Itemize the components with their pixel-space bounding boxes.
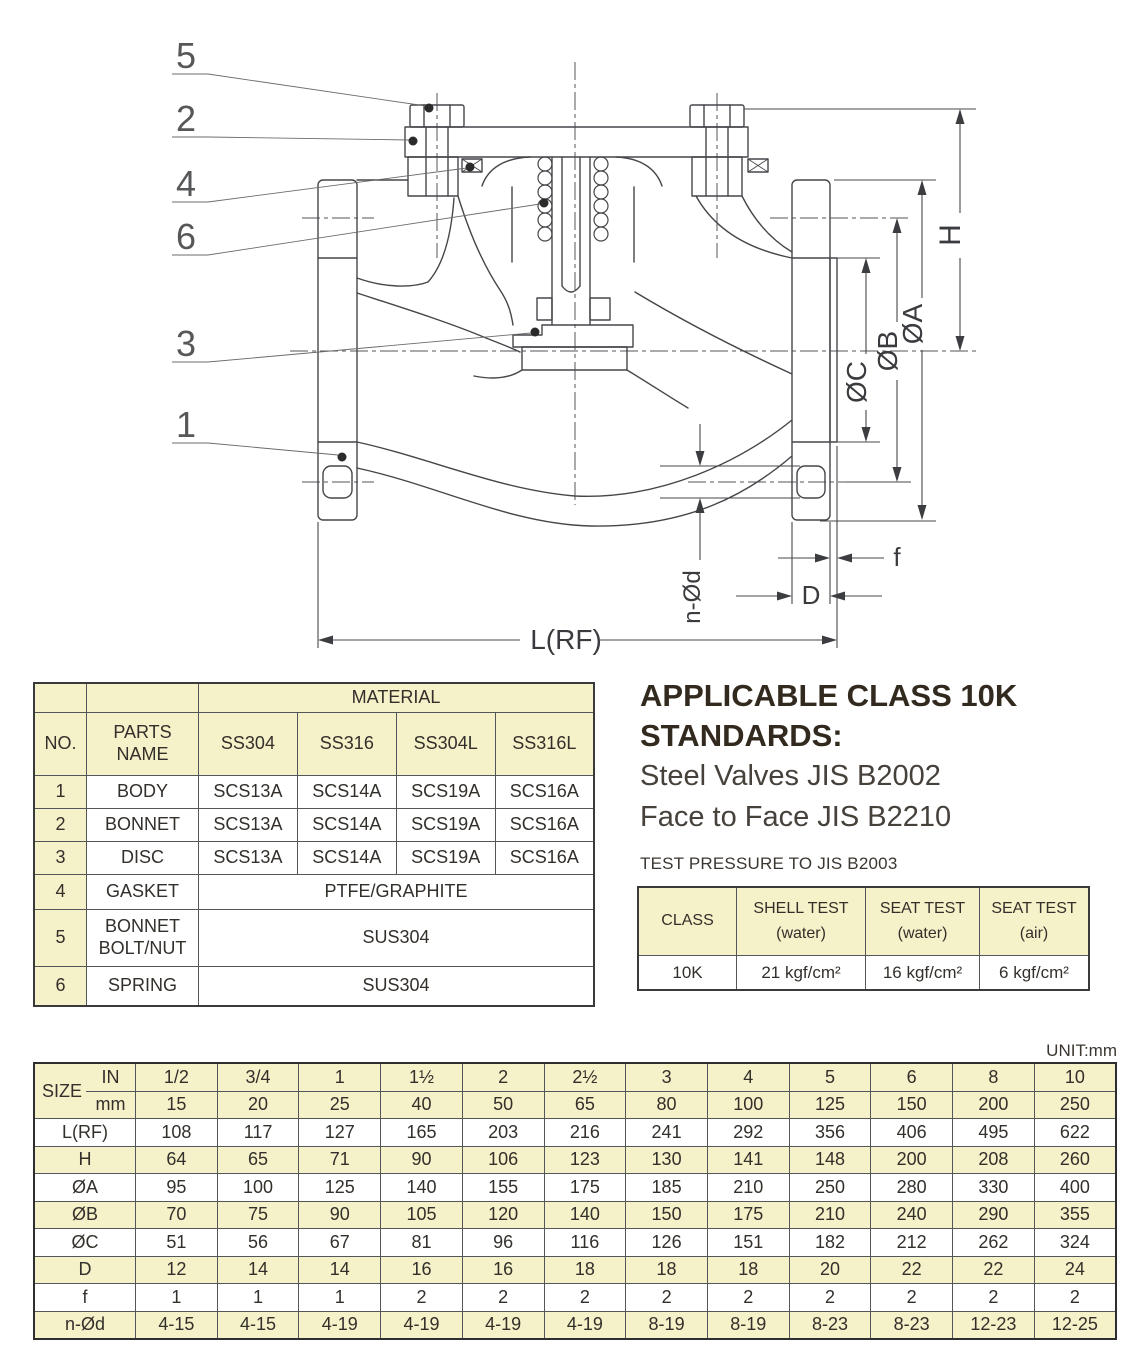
dim-value: 95 (136, 1174, 218, 1202)
dim-value: 130 (626, 1146, 708, 1174)
dim-value: 250 (789, 1174, 871, 1202)
material-value: SCS13A (199, 842, 298, 875)
part-no: 4 (34, 875, 87, 910)
size-in-value: 4 (707, 1063, 789, 1091)
dim-value: 12-25 (1034, 1311, 1116, 1339)
material-value: SCS16A (495, 842, 594, 875)
size-in-row (34, 1063, 1116, 1091)
dim-value: 4-19 (462, 1311, 544, 1339)
dim-label-A: ØA (897, 303, 928, 345)
size-in-value: 5 (789, 1063, 871, 1091)
dimension-row (34, 1119, 1116, 1147)
spring (538, 157, 608, 241)
dim-value: 12-23 (953, 1311, 1035, 1339)
part-name: BONNET (87, 809, 199, 842)
dim-value: 356 (789, 1119, 871, 1147)
size-in-value: 3/4 (217, 1063, 299, 1091)
size-mm-value: 125 (789, 1091, 871, 1119)
size-mm-value: 50 (462, 1091, 544, 1119)
standards-title-line2: STANDARDS: (640, 718, 843, 753)
dim-value: 90 (381, 1146, 463, 1174)
dim-value: 150 (626, 1201, 708, 1229)
dim-value: 126 (626, 1229, 708, 1257)
dim-value: 90 (299, 1201, 381, 1229)
material-value: SCS16A (495, 809, 594, 842)
dim-value: 1 (299, 1284, 381, 1312)
callout-3: 3 (176, 323, 197, 364)
dim-value: 116 (544, 1229, 626, 1257)
dim-value: 81 (381, 1229, 463, 1257)
materials-table (33, 682, 595, 1007)
dim-value: 24 (1034, 1256, 1116, 1284)
materials-header-no: NO. (34, 713, 87, 776)
size-header (34, 1063, 136, 1119)
dim-value: 151 (707, 1229, 789, 1257)
callout-2: 2 (176, 98, 197, 139)
size-in-value: 1/2 (136, 1063, 218, 1091)
dim-value: 182 (789, 1229, 871, 1257)
dim-value: 2 (1034, 1284, 1116, 1312)
standards-title-line1: APPLICABLE CLASS 10K (640, 678, 1018, 713)
dim-value: 67 (299, 1229, 381, 1257)
standard-face-to-face: Face to Face JIS B2210 (640, 801, 952, 833)
dim-value: 120 (462, 1201, 544, 1229)
dim-value: 106 (462, 1146, 544, 1174)
dim-value: 1 (217, 1284, 299, 1312)
material-value: SCS13A (199, 809, 298, 842)
materials-row (34, 875, 594, 910)
test-header-text: SEAT TEST (991, 899, 1077, 917)
material-value: SCS14A (297, 776, 396, 809)
callout-5: 5 (176, 35, 197, 76)
size-in-value: 3 (626, 1063, 708, 1091)
size-unit-in: IN (86, 1064, 135, 1092)
callout-numbers (176, 35, 196, 445)
dim-value: 105 (381, 1201, 463, 1229)
test-class-value: 10K (638, 956, 737, 991)
size-mm-value: 20 (217, 1091, 299, 1119)
dim-value: 4-15 (136, 1311, 218, 1339)
size-in-value: 1½ (381, 1063, 463, 1091)
dim-value: 4-19 (381, 1311, 463, 1339)
dim-value: 2 (953, 1284, 1035, 1312)
dim-value: 141 (707, 1146, 789, 1174)
material-value: SUS304 (199, 967, 595, 1007)
size-mm-value: 150 (871, 1091, 953, 1119)
dim-value: 2 (462, 1284, 544, 1312)
dim-value: 18 (707, 1256, 789, 1284)
dimension-row (34, 1174, 1116, 1202)
dim-value: 64 (136, 1146, 218, 1174)
size-label: SIZE (42, 1080, 83, 1101)
test-header-text: CLASS (661, 912, 714, 930)
material-value: SUS304 (199, 910, 595, 967)
dim-label-f: f (893, 542, 901, 572)
raised-face (830, 258, 837, 442)
test-pressure-note: TEST PRESSURE TO JIS B2003 (640, 854, 898, 873)
materials-corner-cell (34, 683, 87, 713)
dim-value: 1 (136, 1284, 218, 1312)
dim-row-label: ØB (34, 1201, 136, 1229)
callout-1: 1 (176, 404, 197, 445)
materials-row (34, 910, 594, 967)
dim-value: 292 (707, 1119, 789, 1147)
material-value: SCS16A (495, 776, 594, 809)
dimension-row (34, 1256, 1116, 1284)
dim-row-label: ØC (34, 1229, 136, 1257)
size-mm-value: 200 (953, 1091, 1035, 1119)
disc (474, 325, 688, 408)
dim-value: 212 (871, 1229, 953, 1257)
dim-value: 127 (299, 1119, 381, 1147)
size-mm-value: 15 (136, 1091, 218, 1119)
test-header-shell (737, 887, 866, 956)
bonnet (405, 127, 748, 157)
test-header-class (638, 887, 737, 956)
dim-value: 241 (626, 1119, 708, 1147)
dim-value: 200 (871, 1146, 953, 1174)
dim-value: 2 (381, 1284, 463, 1312)
dim-value: 495 (953, 1119, 1035, 1147)
dim-label-B: ØB (872, 330, 903, 372)
materials-row (34, 809, 594, 842)
dim-value: 2 (626, 1284, 708, 1312)
dim-value: 262 (953, 1229, 1035, 1257)
test-header-seat-air (980, 887, 1090, 956)
dim-value: 4-15 (217, 1311, 299, 1339)
dim-value: 71 (299, 1146, 381, 1174)
dim-value: 260 (1034, 1146, 1116, 1174)
materials-grade: SS316L (495, 713, 594, 776)
dimension-labels (530, 224, 967, 655)
dim-value: 70 (136, 1201, 218, 1229)
dim-value: 20 (789, 1256, 871, 1284)
materials-grades-row (34, 713, 594, 776)
dim-value: 240 (871, 1201, 953, 1229)
materials-header-parts: PARTS NAME (87, 713, 199, 776)
dim-value: 16 (462, 1256, 544, 1284)
dimensions-table (33, 1062, 1117, 1340)
dim-value: 2 (707, 1284, 789, 1312)
dim-value: 8-23 (871, 1311, 953, 1339)
size-mm-value: 100 (707, 1091, 789, 1119)
dim-label-C: ØC (841, 361, 872, 403)
dim-value: 18 (544, 1256, 626, 1284)
dim-value: 175 (707, 1201, 789, 1229)
materials-row (34, 842, 594, 875)
dim-row-label: n-Ød (34, 1311, 136, 1339)
dim-value: 140 (381, 1174, 463, 1202)
dim-label-L: L(RF) (530, 624, 602, 655)
material-value: SCS14A (297, 842, 396, 875)
dimension-row (34, 1146, 1116, 1174)
materials-row (34, 776, 594, 809)
size-unit-mm: mm (95, 1094, 126, 1115)
test-header-text: SHELL TEST (753, 899, 849, 917)
valve-drawing (0, 0, 1148, 665)
dim-value: 12 (136, 1256, 218, 1284)
size-header-inner (35, 1064, 135, 1118)
test-header-text: SEAT TEST (879, 899, 966, 917)
dim-value: 2 (544, 1284, 626, 1312)
size-mm-value: 65 (544, 1091, 626, 1119)
size-mm-value: 25 (299, 1091, 381, 1119)
dimension-row (34, 1284, 1116, 1312)
dim-row-label: ØA (34, 1174, 136, 1202)
dim-value: 100 (217, 1174, 299, 1202)
dim-value: 210 (789, 1201, 871, 1229)
dim-label-H: H (934, 224, 967, 246)
test-seat-water-value: 16 kgf/cm² (866, 956, 980, 991)
dim-value: 2 (789, 1284, 871, 1312)
part-name: BONNET BOLT/NUT (87, 910, 199, 967)
part-name: SPRING (87, 967, 199, 1007)
material-value: SCS14A (297, 809, 396, 842)
dim-value: 216 (544, 1119, 626, 1147)
valve-body-outline (318, 105, 837, 526)
right-flange (792, 180, 830, 520)
unit-note: UNIT:mm (1046, 1041, 1117, 1060)
dim-value: 14 (217, 1256, 299, 1284)
test-seat-air-value: 6 kgf/cm² (980, 956, 1090, 991)
dim-value: 355 (1034, 1201, 1116, 1229)
size-mm-value: 40 (381, 1091, 463, 1119)
size-in-value: 6 (871, 1063, 953, 1091)
size-in-value: 10 (1034, 1063, 1116, 1091)
dim-value: 51 (136, 1229, 218, 1257)
test-pressure-table (637, 886, 1090, 991)
dim-label-D: D (801, 580, 821, 610)
dim-value: 56 (217, 1229, 299, 1257)
material-value: PTFE/GRAPHITE (199, 875, 595, 910)
dim-value: 125 (299, 1174, 381, 1202)
test-header-row (638, 887, 1089, 956)
part-name: DISC (87, 842, 199, 875)
standards-block (640, 676, 1120, 874)
dimension-row (34, 1201, 1116, 1229)
gasket-right (748, 159, 768, 172)
size-in-value: 8 (953, 1063, 1035, 1091)
size-in-value: 2 (462, 1063, 544, 1091)
dim-value: 330 (953, 1174, 1035, 1202)
dim-value: 622 (1034, 1119, 1116, 1147)
part-no: 1 (34, 776, 87, 809)
test-header-subtext: (air) (1019, 924, 1049, 942)
dim-value: 155 (462, 1174, 544, 1202)
size-units (86, 1064, 135, 1118)
dim-row-label: D (34, 1256, 136, 1284)
test-values-row (638, 956, 1089, 991)
materials-header-row (34, 683, 594, 713)
part-no: 6 (34, 967, 87, 1007)
materials-corner-cell2 (87, 683, 199, 713)
materials-row (34, 967, 594, 1007)
dim-value: 290 (953, 1201, 1035, 1229)
dim-value: 208 (953, 1146, 1035, 1174)
material-value: SCS13A (199, 776, 298, 809)
dim-value: 280 (871, 1174, 953, 1202)
part-name: BODY (87, 776, 199, 809)
dim-value: 175 (544, 1174, 626, 1202)
size-mm-value: 250 (1034, 1091, 1116, 1119)
dim-value: 324 (1034, 1229, 1116, 1257)
dim-value: 117 (217, 1119, 299, 1147)
materials-header-material: MATERIAL (199, 683, 595, 713)
callout-6: 6 (176, 216, 197, 257)
dim-value: 210 (707, 1174, 789, 1202)
material-value: SCS19A (396, 776, 495, 809)
dim-value: 2 (871, 1284, 953, 1312)
part-no: 3 (34, 842, 87, 875)
dim-row-label: H (34, 1146, 136, 1174)
dim-value: 148 (789, 1146, 871, 1174)
dim-value: 18 (626, 1256, 708, 1284)
material-value: SCS19A (396, 842, 495, 875)
callout-4: 4 (176, 163, 197, 204)
test-header-subtext: (water) (897, 924, 948, 942)
size-in-value: 1 (299, 1063, 381, 1091)
size-mm-value: 80 (626, 1091, 708, 1119)
dim-value: 406 (871, 1119, 953, 1147)
dim-value: 203 (462, 1119, 544, 1147)
dim-value: 8-23 (789, 1311, 871, 1339)
dim-value: 140 (544, 1201, 626, 1229)
part-no: 2 (34, 809, 87, 842)
standard-steel-valves: Steel Valves JIS B2002 (640, 760, 941, 792)
material-value: SCS19A (396, 809, 495, 842)
size-in-value: 2½ (544, 1063, 626, 1091)
dim-value: 8-19 (626, 1311, 708, 1339)
centerlines (290, 62, 976, 505)
test-shell-value: 21 kgf/cm² (737, 956, 866, 991)
dim-value: 4-19 (544, 1311, 626, 1339)
dimensions-body (34, 1063, 1116, 1339)
dim-value: 400 (1034, 1174, 1116, 1202)
test-header-subtext: (water) (776, 924, 826, 942)
dim-value: 4-19 (299, 1311, 381, 1339)
dim-value: 22 (871, 1256, 953, 1284)
dim-row-label: L(RF) (34, 1119, 136, 1147)
dimension-row (34, 1311, 1116, 1339)
materials-grade: SS304 (199, 713, 298, 776)
dimension-row (34, 1229, 1116, 1257)
materials-grade: SS316 (297, 713, 396, 776)
dim-row-label: f (34, 1284, 136, 1312)
disc-stem (512, 157, 634, 325)
dim-value: 16 (381, 1256, 463, 1284)
dim-value: 65 (217, 1146, 299, 1174)
dim-label-nd: n-Ød (679, 570, 706, 624)
test-header-seat-water (866, 887, 980, 956)
dim-value: 123 (544, 1146, 626, 1174)
dim-value: 14 (299, 1256, 381, 1284)
part-no: 5 (34, 910, 87, 967)
dim-value: 108 (136, 1119, 218, 1147)
dim-value: 8-19 (707, 1311, 789, 1339)
materials-grade: SS304L (396, 713, 495, 776)
dim-value: 96 (462, 1229, 544, 1257)
dimension-lines (318, 109, 976, 648)
dim-value: 75 (217, 1201, 299, 1229)
dim-value: 165 (381, 1119, 463, 1147)
dim-value: 22 (953, 1256, 1035, 1284)
materials-body (34, 776, 594, 1007)
dim-value: 185 (626, 1174, 708, 1202)
part-name: GASKET (87, 875, 199, 910)
size-mm-row (34, 1091, 1116, 1119)
